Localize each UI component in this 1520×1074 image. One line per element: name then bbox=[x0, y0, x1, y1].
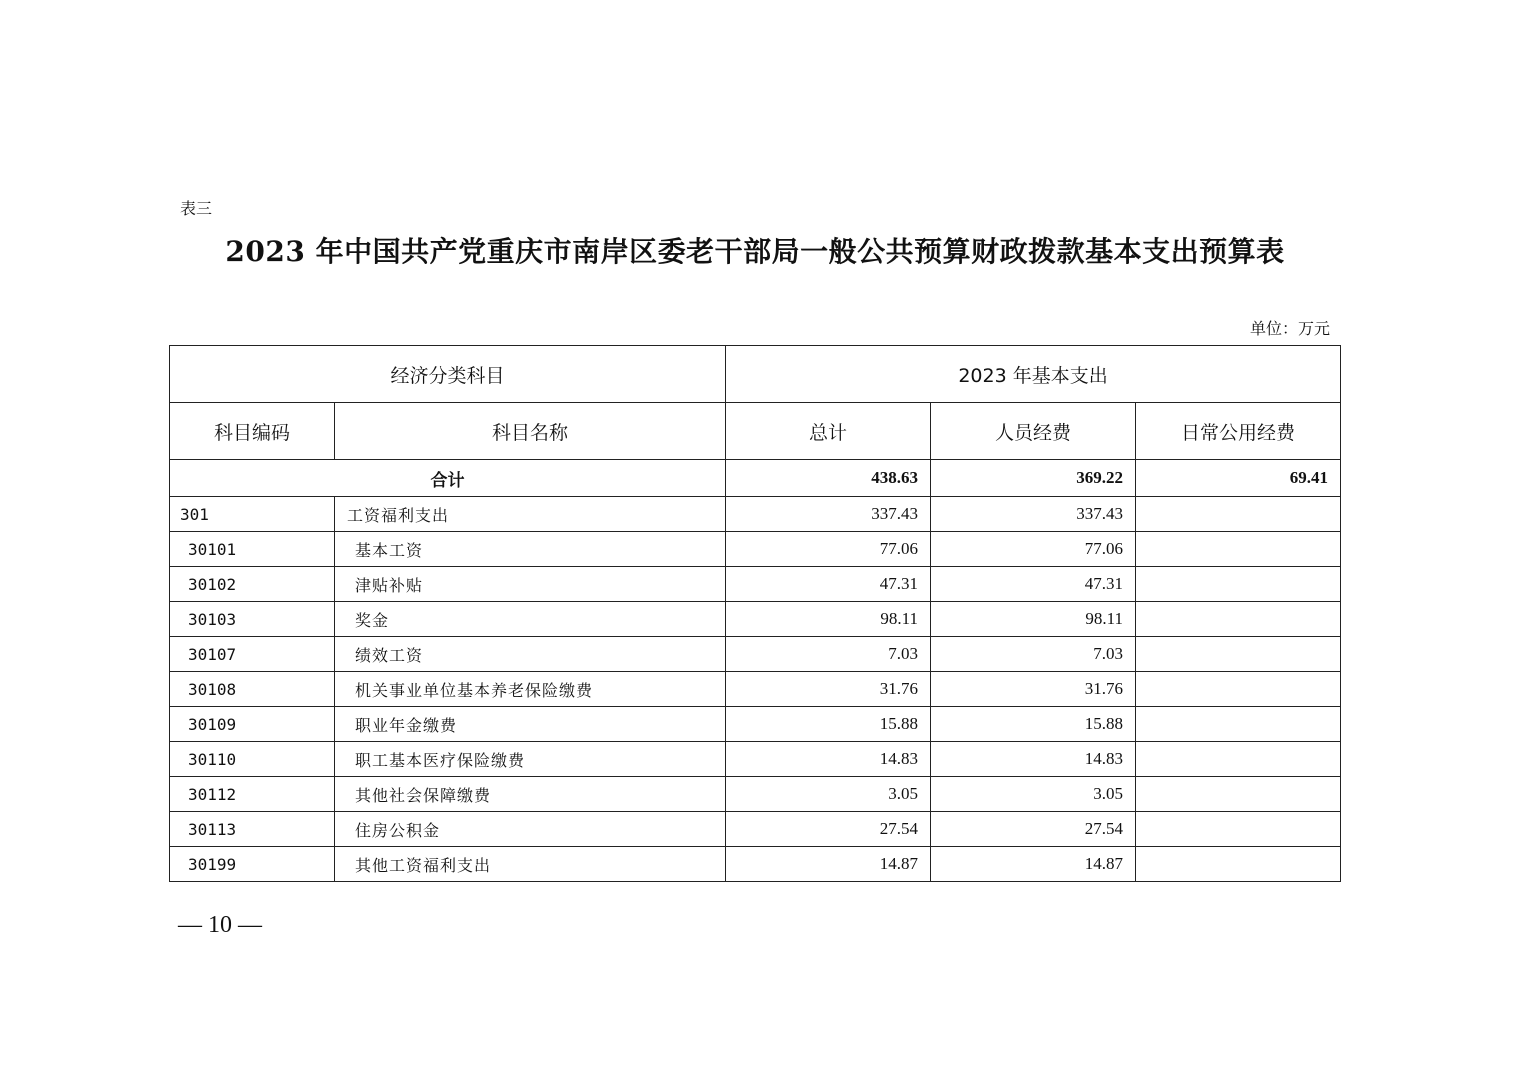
row-public bbox=[1136, 742, 1341, 777]
row-public bbox=[1136, 812, 1341, 847]
table-row bbox=[170, 847, 1341, 882]
row-public bbox=[1136, 567, 1341, 602]
table-row bbox=[170, 567, 1341, 602]
row-personnel: 14.87 bbox=[931, 847, 1136, 882]
row-personnel: 77.06 bbox=[931, 532, 1136, 567]
row-public bbox=[1136, 672, 1341, 707]
row-personnel: 27.54 bbox=[931, 812, 1136, 847]
summary-label: 合计 bbox=[170, 460, 726, 497]
row-personnel: 3.05 bbox=[931, 777, 1136, 812]
row-total: 27.54 bbox=[726, 812, 931, 847]
row-personnel: 98.11 bbox=[931, 602, 1136, 637]
row-total: 77.06 bbox=[726, 532, 931, 567]
row-total: 337.43 bbox=[726, 497, 931, 532]
row-name: 其他社会保障缴费 bbox=[335, 777, 726, 812]
row-total: 47.31 bbox=[726, 567, 931, 602]
group-header-basic-expenditure: 2023 年基本支出 bbox=[726, 346, 1341, 403]
table-row bbox=[170, 777, 1341, 812]
row-code: 30103 bbox=[170, 602, 335, 637]
column-header-public: 日常公用经费 bbox=[1136, 403, 1341, 460]
page-number: — 10 — bbox=[178, 912, 262, 938]
table-row bbox=[170, 812, 1341, 847]
row-name: 机关事业单位基本养老保险缴费 bbox=[335, 672, 726, 707]
row-name: 奖金 bbox=[335, 602, 726, 637]
row-code: 30101 bbox=[170, 532, 335, 567]
row-name: 津贴补贴 bbox=[335, 567, 726, 602]
unit-note: 单位：万元 bbox=[1249, 319, 1330, 338]
row-total: 15.88 bbox=[726, 707, 931, 742]
row-name: 住房公积金 bbox=[335, 812, 726, 847]
budget-table bbox=[169, 345, 1341, 882]
table-label: 表三 bbox=[180, 199, 213, 218]
column-header-code: 科目编码 bbox=[170, 403, 335, 460]
row-personnel: 15.88 bbox=[931, 707, 1136, 742]
row-public bbox=[1136, 777, 1341, 812]
row-total: 14.87 bbox=[726, 847, 931, 882]
row-personnel: 47.31 bbox=[931, 567, 1136, 602]
row-name: 工资福利支出 bbox=[335, 497, 726, 532]
row-code: 30113 bbox=[170, 812, 335, 847]
row-code: 30199 bbox=[170, 847, 335, 882]
row-name: 职业年金缴费 bbox=[335, 707, 726, 742]
document-title: 2023 年中国共产党重庆市南岸区委老干部局一般公共预算财政拨款基本支出预算表 bbox=[225, 235, 1285, 268]
summary-personnel: 369.22 bbox=[931, 460, 1136, 497]
row-total: 31.76 bbox=[726, 672, 931, 707]
row-code: 30107 bbox=[170, 637, 335, 672]
column-header-total: 总计 bbox=[726, 403, 931, 460]
row-code: 30102 bbox=[170, 567, 335, 602]
table-row bbox=[170, 602, 1341, 637]
row-code: 30109 bbox=[170, 707, 335, 742]
summary-public: 69.41 bbox=[1136, 460, 1341, 497]
row-name: 基本工资 bbox=[335, 532, 726, 567]
row-code: 30112 bbox=[170, 777, 335, 812]
row-public bbox=[1136, 637, 1341, 672]
row-name: 职工基本医疗保险缴费 bbox=[335, 742, 726, 777]
column-header-name: 科目名称 bbox=[335, 403, 726, 460]
row-personnel: 14.83 bbox=[931, 742, 1136, 777]
table-row bbox=[170, 637, 1341, 672]
row-public bbox=[1136, 602, 1341, 637]
row-total: 3.05 bbox=[726, 777, 931, 812]
row-name: 其他工资福利支出 bbox=[335, 847, 726, 882]
table-row bbox=[170, 497, 1341, 532]
summary-row bbox=[170, 460, 1341, 497]
row-public bbox=[1136, 707, 1341, 742]
row-personnel: 337.43 bbox=[931, 497, 1136, 532]
table-row bbox=[170, 672, 1341, 707]
row-total: 98.11 bbox=[726, 602, 931, 637]
row-code: 30108 bbox=[170, 672, 335, 707]
row-personnel: 7.03 bbox=[931, 637, 1136, 672]
summary-total: 438.63 bbox=[726, 460, 931, 497]
table-row bbox=[170, 532, 1341, 567]
group-header-economic-class: 经济分类科目 bbox=[170, 346, 726, 403]
row-total: 7.03 bbox=[726, 637, 931, 672]
row-total: 14.83 bbox=[726, 742, 931, 777]
row-personnel: 31.76 bbox=[931, 672, 1136, 707]
row-code: 301 bbox=[170, 497, 335, 532]
row-public bbox=[1136, 532, 1341, 567]
row-name: 绩效工资 bbox=[335, 637, 726, 672]
table-row bbox=[170, 707, 1341, 742]
row-public bbox=[1136, 497, 1341, 532]
column-header-personnel: 人员经费 bbox=[931, 403, 1136, 460]
row-code: 30110 bbox=[170, 742, 335, 777]
table-row bbox=[170, 742, 1341, 777]
row-public bbox=[1136, 847, 1341, 882]
